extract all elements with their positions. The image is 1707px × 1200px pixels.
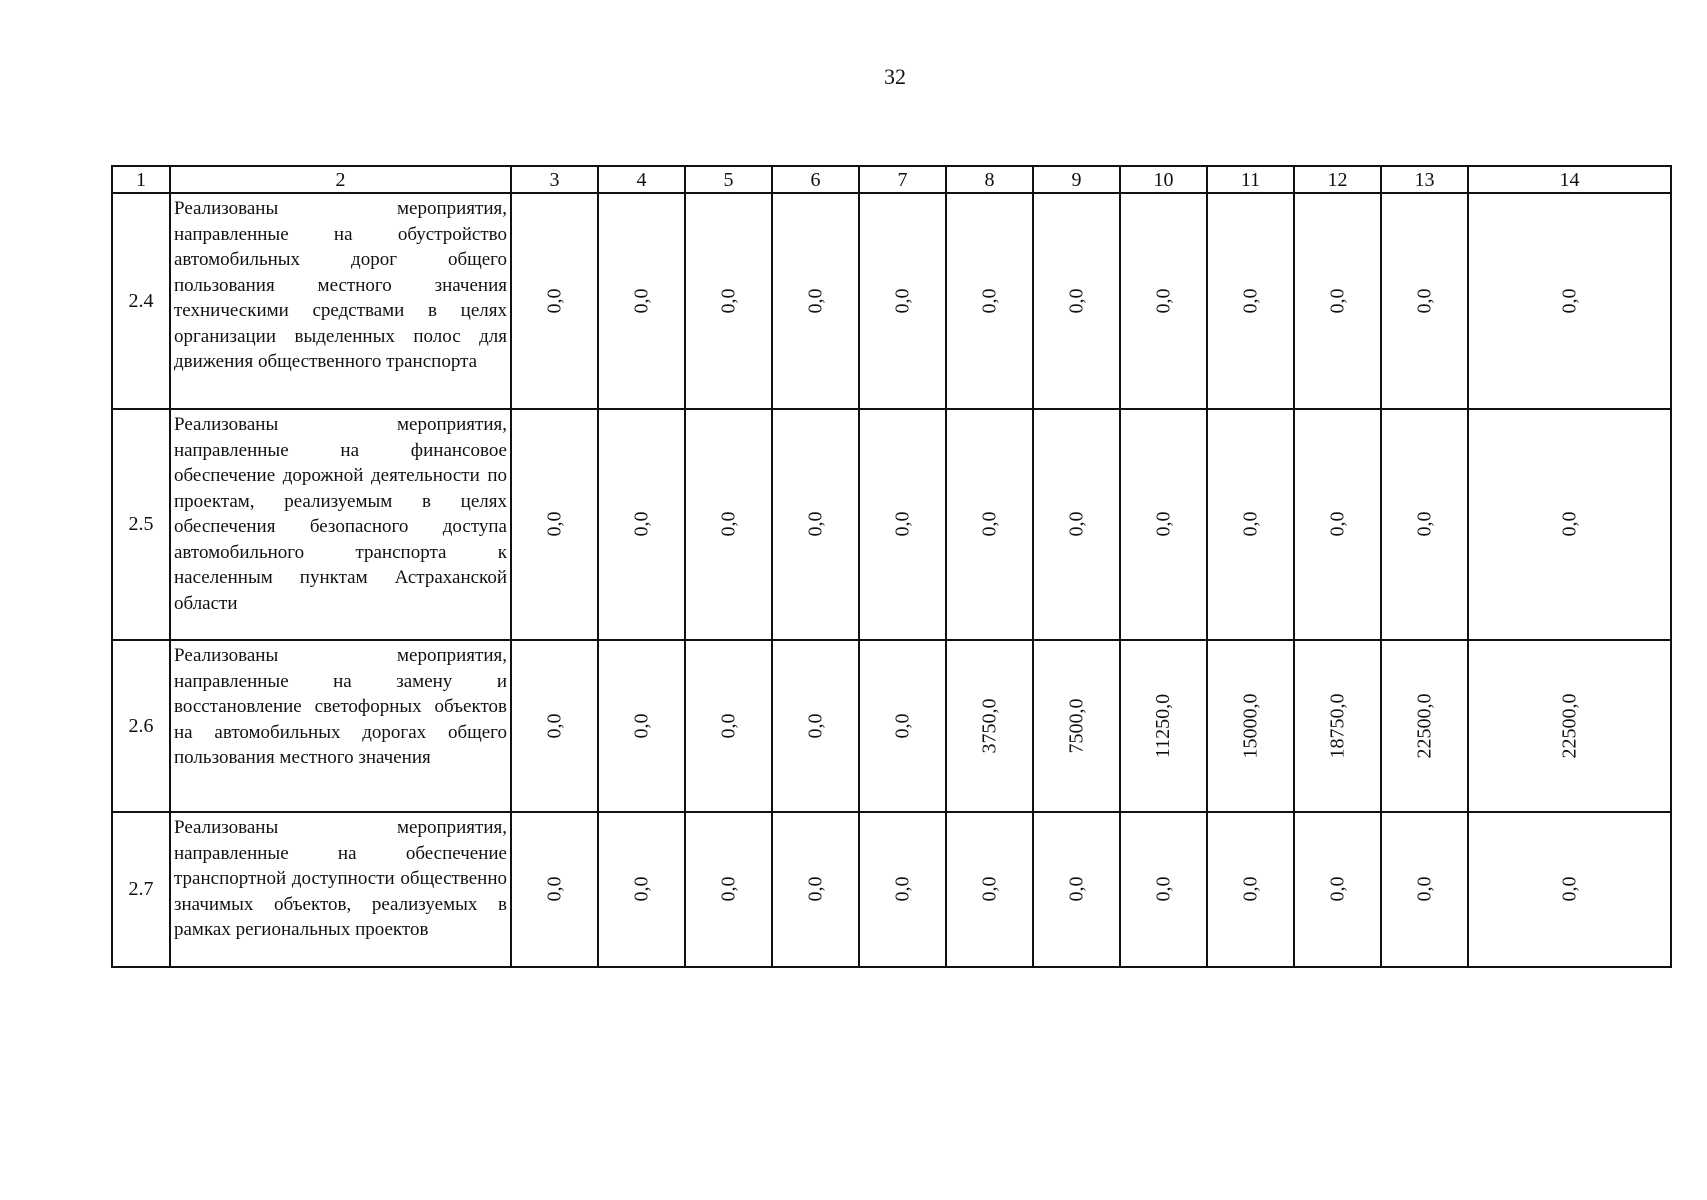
row-description: Реализованы мероприятия, направленные на замену и восстановление светофорных объектов на автомобильных дорогах общего пользования местного значения <box>170 640 511 812</box>
table-body <box>112 193 1671 967</box>
value-text: 22500,0 <box>1413 693 1436 758</box>
row-number: 2.4 <box>112 193 170 409</box>
value-text: 0,0 <box>978 288 1001 313</box>
value-cell <box>1033 812 1120 967</box>
page-number: 32 <box>884 64 906 89</box>
value-text: 0,0 <box>543 511 566 537</box>
value-text: 0,0 <box>543 288 566 313</box>
value-text: 0,0 <box>1152 288 1175 313</box>
value-cell <box>1207 812 1294 967</box>
value-cell <box>598 193 685 409</box>
value-text: 0,0 <box>891 713 914 738</box>
table-row <box>112 812 1671 967</box>
value-text: 0,0 <box>1558 511 1581 537</box>
header-cell-11: 11 <box>1207 166 1294 193</box>
header-cell-14: 14 <box>1468 166 1671 193</box>
value-text: 3750,0 <box>978 698 1001 753</box>
row-number: 2.7 <box>112 812 170 967</box>
value-text: 0,0 <box>978 511 1001 537</box>
value-text: 7500,0 <box>1065 698 1088 753</box>
table-header <box>112 166 1671 193</box>
value-cell <box>1381 409 1468 640</box>
value-text: 0,0 <box>1065 288 1088 313</box>
value-text: 18750,0 <box>1326 693 1349 758</box>
value-text: 11250,0 <box>1152 693 1175 758</box>
header-cell-12: 12 <box>1294 166 1381 193</box>
value-text: 0,0 <box>1558 288 1581 313</box>
value-text: 0,0 <box>1152 511 1175 537</box>
value-cell <box>1294 409 1381 640</box>
header-cell-13: 13 <box>1381 166 1468 193</box>
value-cell <box>685 193 772 409</box>
value-cell <box>685 812 772 967</box>
table-row <box>112 193 1671 409</box>
value-cell <box>511 812 598 967</box>
value-text: 0,0 <box>543 876 566 902</box>
value-text: 0,0 <box>1326 876 1349 902</box>
value-cell <box>1381 640 1468 812</box>
value-cell <box>1207 409 1294 640</box>
row-description: Реализованы мероприятия, направленные на обустройство автомобильных дорог общего пользования местного значения техническими средствами в целях организации выделенных полос для движения общественного транспорта <box>170 193 511 409</box>
value-text: 0,0 <box>717 288 740 313</box>
header-cell-5: 5 <box>685 166 772 193</box>
value-cell <box>772 193 859 409</box>
value-cell <box>859 409 946 640</box>
value-text: 0,0 <box>1239 288 1262 313</box>
value-cell <box>1468 640 1671 812</box>
value-text: 0,0 <box>804 713 827 738</box>
value-cell <box>598 640 685 812</box>
value-cell <box>1381 193 1468 409</box>
value-cell <box>511 640 598 812</box>
row-description: Реализованы мероприятия, направленные на финансовое обеспечение дорожной деятельности по проектам, реализуемым в целях обеспечения безопасного доступа автомобильного транспорта к населенным пунктам Астраханской области <box>170 409 511 640</box>
value-text: 0,0 <box>1558 876 1581 902</box>
value-cell <box>1120 812 1207 967</box>
value-cell <box>772 409 859 640</box>
value-text: 0,0 <box>717 511 740 537</box>
value-text: 0,0 <box>804 876 827 902</box>
header-cell-2: 2 <box>170 166 511 193</box>
value-text: 0,0 <box>717 876 740 902</box>
value-cell <box>772 812 859 967</box>
row-number: 2.5 <box>112 409 170 640</box>
value-text: 0,0 <box>1413 511 1436 537</box>
value-cell <box>1033 193 1120 409</box>
value-cell <box>598 409 685 640</box>
value-cell <box>1207 640 1294 812</box>
value-text: 0,0 <box>1065 876 1088 902</box>
value-text: 0,0 <box>1239 511 1262 537</box>
value-text: 0,0 <box>1239 876 1262 902</box>
value-text: 0,0 <box>1413 876 1436 902</box>
value-cell <box>598 812 685 967</box>
value-text: 0,0 <box>1326 288 1349 313</box>
header-cell-1: 1 <box>112 166 170 193</box>
value-cell <box>1120 640 1207 812</box>
value-cell <box>1033 640 1120 812</box>
value-text: 0,0 <box>804 288 827 313</box>
value-cell <box>511 409 598 640</box>
data-table <box>111 165 1672 968</box>
row-description: Реализованы мероприятия, направленные на обеспечение транспортной доступности общественно значимых объектов, реализуемых в рамках региональных проектов <box>170 812 511 967</box>
value-text: 0,0 <box>891 876 914 902</box>
value-text: 0,0 <box>1326 511 1349 537</box>
value-cell <box>1468 193 1671 409</box>
header-cell-7: 7 <box>859 166 946 193</box>
value-cell <box>1033 409 1120 640</box>
value-cell <box>946 193 1033 409</box>
value-text: 0,0 <box>891 511 914 537</box>
value-cell <box>685 409 772 640</box>
value-text: 0,0 <box>1065 511 1088 537</box>
value-cell <box>685 640 772 812</box>
value-cell <box>859 640 946 812</box>
value-text: 15000,0 <box>1239 693 1262 758</box>
value-cell <box>946 640 1033 812</box>
value-cell <box>1294 640 1381 812</box>
value-cell <box>1468 409 1671 640</box>
header-cell-8: 8 <box>946 166 1033 193</box>
table-row <box>112 409 1671 640</box>
value-cell <box>859 193 946 409</box>
value-text: 0,0 <box>543 713 566 738</box>
value-cell <box>1120 193 1207 409</box>
value-text: 0,0 <box>630 713 653 738</box>
value-text: 0,0 <box>630 288 653 313</box>
header-row <box>112 166 1671 193</box>
value-text: 22500,0 <box>1558 693 1581 758</box>
value-cell <box>772 640 859 812</box>
value-cell <box>946 409 1033 640</box>
value-text: 0,0 <box>1152 876 1175 902</box>
value-cell <box>511 193 598 409</box>
value-cell <box>1207 193 1294 409</box>
value-text: 0,0 <box>630 511 653 537</box>
value-cell <box>1120 409 1207 640</box>
value-cell <box>1468 812 1671 967</box>
value-cell <box>859 812 946 967</box>
value-text: 0,0 <box>630 876 653 902</box>
value-text: 0,0 <box>891 288 914 313</box>
value-cell <box>1294 812 1381 967</box>
row-number: 2.6 <box>112 640 170 812</box>
value-text: 0,0 <box>804 511 827 537</box>
table-row <box>112 640 1671 812</box>
header-cell-4: 4 <box>598 166 685 193</box>
value-text: 0,0 <box>717 713 740 738</box>
value-cell <box>1294 193 1381 409</box>
header-cell-6: 6 <box>772 166 859 193</box>
value-text: 0,0 <box>1413 288 1436 313</box>
header-cell-10: 10 <box>1120 166 1207 193</box>
value-cell <box>946 812 1033 967</box>
value-cell <box>1381 812 1468 967</box>
header-cell-9: 9 <box>1033 166 1120 193</box>
value-text: 0,0 <box>978 876 1001 902</box>
header-cell-3: 3 <box>511 166 598 193</box>
